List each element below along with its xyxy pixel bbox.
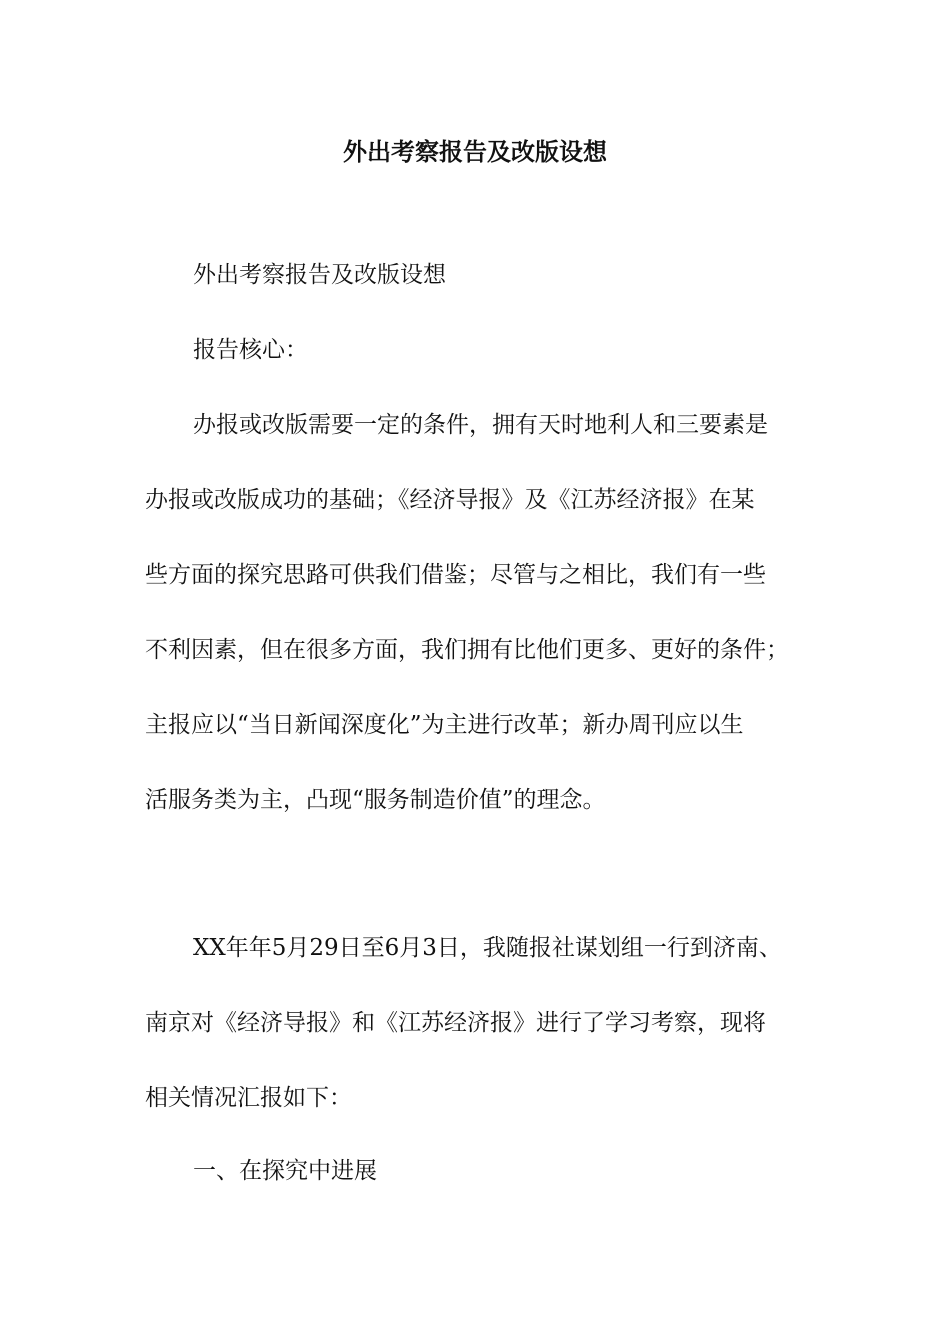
core-text-line: 办报或改版需要一定的条件，拥有天时地利人和三要素是	[193, 412, 768, 438]
core-text-line: 主报应以“当日新闻深度化”为主进行改革；新办周刊应以生	[145, 712, 744, 738]
subtitle-paragraph: 外出考察报告及改版设想	[193, 262, 446, 288]
core-text-line: 办报或改版成功的基础；《经济导报》及《江苏经济报》在某	[145, 487, 755, 513]
core-text-paragraph	[145, 388, 815, 838]
core-text-line: 些方面的探究思路可供我们借鉴；尽管与之相比，我们有一些	[145, 562, 766, 588]
intro-line: XX年年5月29日至6月3日，我随报社谋划组一行到济南、	[193, 935, 782, 961]
page-title: 外出考察报告及改版设想	[343, 137, 607, 166]
core-text-line: 不利因素，但在很多方面，我们拥有比他们更多、更好的条件；	[145, 637, 789, 663]
section-heading: 一、在探究中进展	[193, 1158, 377, 1184]
intro-paragraph	[145, 911, 815, 1136]
core-label-paragraph: 报告核心：	[193, 337, 308, 363]
core-text-line: 活服务类为主，凸现“服务制造价值”的理念。	[145, 787, 606, 813]
intro-line: 相关情况汇报如下：	[145, 1085, 352, 1111]
intro-line: 南京对《经济导报》和《江苏经济报》进行了学习考察，现将	[145, 1010, 766, 1036]
